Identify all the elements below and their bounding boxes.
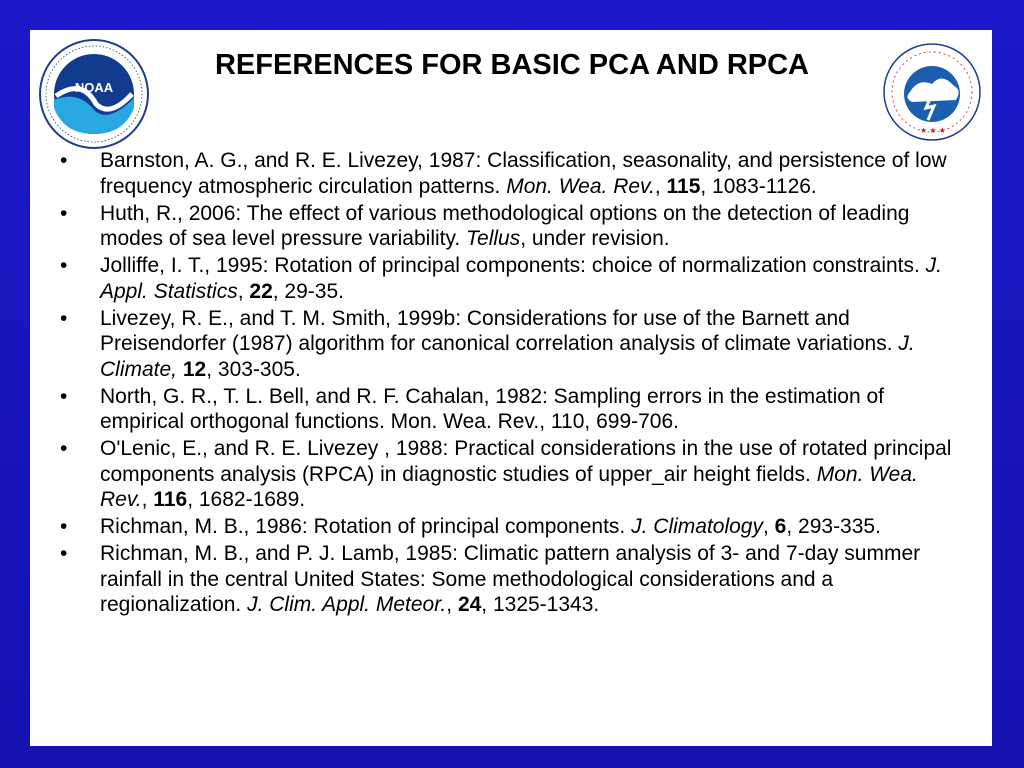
- journal-name: J. Climatology: [631, 515, 763, 538]
- bullet: •: [60, 384, 68, 408]
- volume-number: 24: [457, 593, 482, 616]
- volume-number: 22: [249, 279, 273, 303]
- reference-item: • Jolliffe, I. T., 1995: Rotation of principal components: choice of normalization constraints. J. Appl. Statistics, 22, 29-35.: [60, 254, 943, 303]
- bullet: •: [60, 201, 68, 225]
- reference-item: • North, G. R., T. L. Bell, and R. F. Cahalan, 1982: Sampling errors in the estimation of empirical orthogonal functions. Mon. Wea. Rev., 110, 699-706.: [60, 384, 884, 433]
- journal-name: Mon. Wea. Rev.: [506, 174, 655, 198]
- journal-name: J. Appl. Statistics: [100, 254, 943, 303]
- reference-item: • Barnston, A. G., and R. E. Livezey, 1987: Classification, seasonality, and persistence of low frequency atmospheric circulation patterns. Mon. Wea. Rev., 115, 1083-1126.: [60, 149, 947, 198]
- reference-list: [60, 148, 970, 619]
- journal-name: Tellus: [466, 227, 521, 250]
- journal-name: Mon. Wea. Rev.: [100, 462, 918, 511]
- slide-title: REFERENCES FOR BASIC PCA AND RPCA: [214, 49, 809, 81]
- reference-item: • O'Lenic, E., and R. E. Livezey , 1988: Practical considerations in the use of rotated principal components analysis (RPCA) in diagnostic studies of upper_air height fields. Mon. Wea. Rev., 116, 1682-1689.: [60, 437, 952, 511]
- noaa-logo-text: NOAA: [74, 80, 114, 95]
- bullet: •: [60, 254, 68, 277]
- svg-text:★ ★ ★: ★ ★ ★: [920, 126, 946, 135]
- journal-name: J. Clim. Appl. Meteor.: [247, 593, 447, 616]
- volume-number: 115: [666, 174, 701, 198]
- bullet: •: [60, 542, 68, 565]
- reference-item: • Richman, M. B., 1986: Rotation of principal components. J. Climatology, 6, 293-335.: [60, 515, 881, 538]
- reference-item: • Huth, R., 2006: The effect of various methodological options on the detection of leading modes of sea level pressure variability. Tellus, under revision.: [60, 201, 910, 250]
- bullet: •: [60, 306, 68, 330]
- volume-number: 12: [182, 357, 207, 381]
- reference-item: • Livezey, R. E., and T. M. Smith, 1999b: Considerations for use of the Barnett and Preisendorfer (1987) algorithm for canonical correlation analysis of climate variations. J. Climate, 12, 303-305.: [60, 306, 915, 381]
- bullet: •: [60, 515, 68, 538]
- volume-number: 6: [774, 515, 787, 538]
- bullet: •: [60, 149, 68, 172]
- bullet: •: [60, 437, 68, 460]
- journal-name: J. Climate,: [100, 332, 915, 381]
- volume-number: 116: [153, 488, 188, 511]
- reference-item: • Richman, M. B., and P. J. Lamb, 1985: Climatic pattern analysis of 3- and 7-day summer rainfall in the central United States: Some methodological considerations and a regionalization. J. Clim. Appl. Meteor., 24, 1325-1343.: [60, 542, 921, 616]
